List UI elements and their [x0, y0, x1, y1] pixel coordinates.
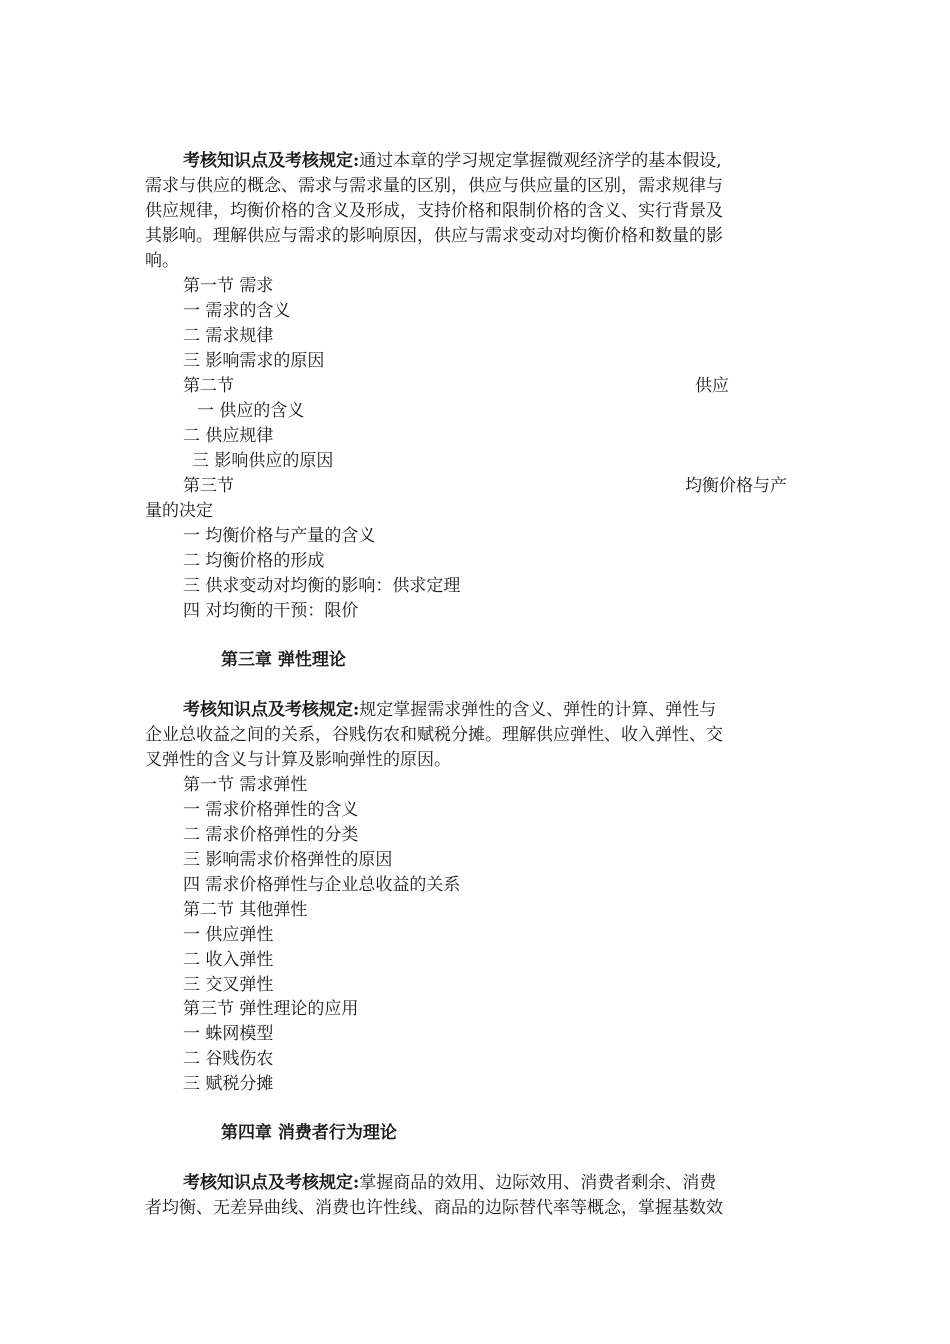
list-item: 四 需求价格弹性与企业总收益的关系	[183, 875, 461, 895]
ch4-title: 第四章 消费者行为理论	[221, 1123, 397, 1143]
ch2-requirements-first-line	[183, 149, 722, 174]
list-item: 一 需求价格弹性的含义	[183, 800, 359, 820]
list-item: 一 均衡价格与产量的含义	[183, 526, 376, 546]
list-item: 三 交叉弹性	[183, 975, 274, 995]
list-item: 一 需求的含义	[183, 301, 291, 321]
ch2-section3-title-continued: 量的决定	[145, 501, 213, 521]
list-item: 二 需求规律	[183, 326, 274, 346]
ch2-section3-label: 第三节	[183, 476, 234, 496]
ch3-requirements-line: 叉弹性的含义与计算及影响弹性的原因。	[145, 750, 451, 770]
list-item: 一 供应弹性	[183, 925, 274, 945]
ch2-requirements-line: 供应规律，均衡价格的含义及形成，支持价格和限制价格的含义、实行背景及	[145, 201, 723, 221]
ch3-section1-heading: 第一节 需求弹性	[183, 775, 308, 795]
ch2-requirements-line: 响。	[145, 251, 179, 271]
list-item: 二 需求价格弹性的分类	[183, 825, 359, 845]
list-item: 四 对均衡的干预：限价	[183, 601, 359, 621]
list-item: 一 蛛网模型	[183, 1024, 274, 1044]
list-item: 三 影响需求的原因	[183, 351, 325, 371]
ch2-section1-heading: 第一节 需求	[183, 276, 274, 296]
ch2-requirements-label: 考核知识点及考核规定:	[183, 151, 360, 171]
ch3-requirements-text: 规定掌握需求弹性的含义、弹性的计算、弹性与	[359, 700, 717, 720]
list-item: 二 谷贱伤农	[183, 1049, 274, 1069]
list-item: 二 供应规律	[183, 426, 274, 446]
ch2-requirements-text: 通过本章的学习规定掌握微观经济学的基本假设,	[359, 151, 722, 171]
list-item: 三 影响供应的原因	[192, 451, 334, 471]
ch4-requirements-first-line	[183, 1171, 716, 1196]
ch3-requirements-label: 考核知识点及考核规定:	[183, 700, 360, 720]
ch2-requirements-line: 其影响。理解供应与需求的影响原因，供应与需求变动对均衡价格和数量的影	[145, 226, 723, 246]
ch2-section2-title: 供应	[695, 376, 729, 396]
list-item: 三 影响需求价格弹性的原因	[183, 850, 393, 870]
ch4-requirements-text: 掌握商品的效用、边际效用、消费者剩余、消费	[359, 1173, 717, 1193]
ch3-requirements-first-line	[183, 698, 716, 723]
ch4-requirements-label: 考核知识点及考核规定:	[183, 1173, 360, 1193]
ch2-section3-title: 均衡价格与产	[685, 476, 787, 496]
ch4-requirements-line: 者均衡、无差异曲线、消费也许性线、商品的边际替代率等概念，掌握基数效	[145, 1198, 723, 1218]
ch3-section2-heading: 第二节 其他弹性	[183, 900, 308, 920]
ch3-section3-heading: 第三节 弹性理论的应用	[183, 999, 359, 1019]
ch3-requirements-line: 企业总收益之间的关系，谷贱伤农和赋税分摊。理解供应弹性、收入弹性、交	[145, 725, 723, 745]
list-item: 三 赋税分摊	[183, 1074, 274, 1094]
list-item: 三 供求变动对均衡的影响：供求定理	[183, 576, 461, 596]
ch2-section2-label: 第二节	[183, 376, 234, 396]
ch2-requirements-line: 需求与供应的概念、需求与需求量的区别，供应与供应量的区别，需求规律与	[145, 176, 723, 196]
list-item: 二 均衡价格的形成	[183, 551, 325, 571]
list-item: 二 收入弹性	[183, 950, 274, 970]
ch3-title: 第三章 弹性理论	[221, 650, 346, 670]
list-item: 一 供应的含义	[197, 401, 305, 421]
